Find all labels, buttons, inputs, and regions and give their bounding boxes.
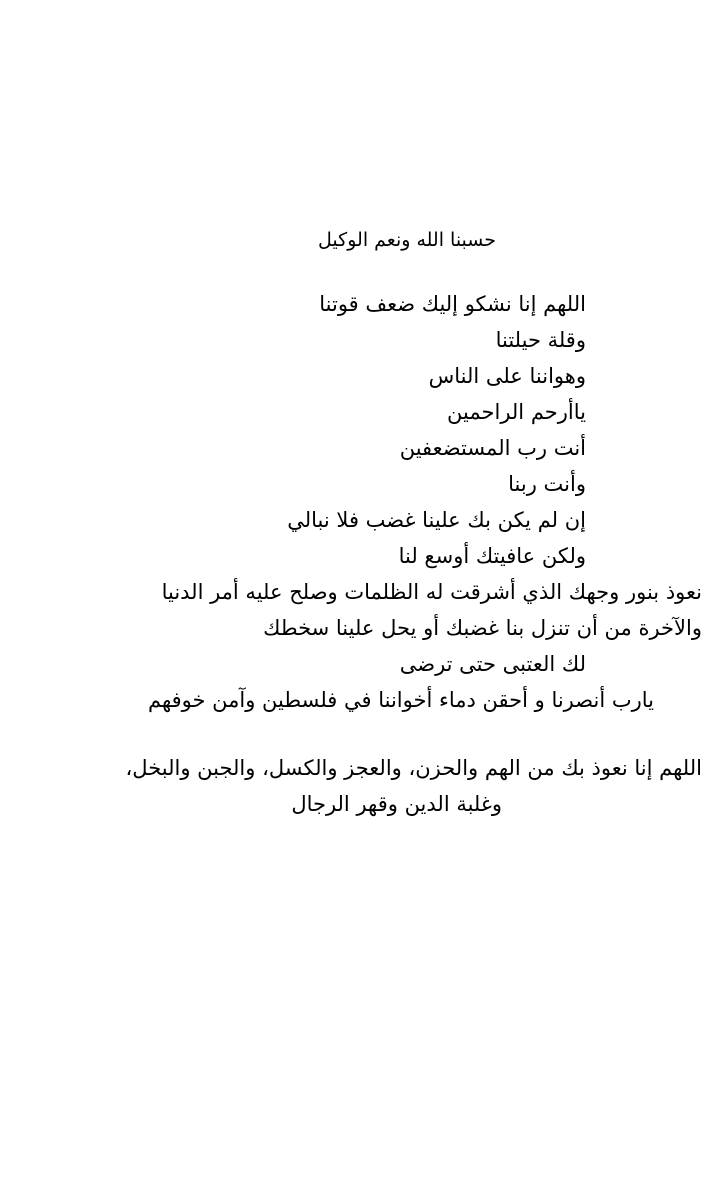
prayer-line: وقلة حيلتنا [495,328,586,352]
prayer-line: والآخرة من أن تنزل بنا غضبك أو يحل علينا سخطك [263,616,702,640]
prayer-line: ولكن عافيتك أوسع لنا [398,544,586,568]
prayer-line: وغلبة الدين وقهر الرجال [291,792,502,816]
prayer-line: اللهم إنا نشكو إليك ضعف قوتنا [319,292,586,316]
prayer-line: اللهم إنا نعوذ بك من الهم والحزن، والعجز والكسل، والجبن والبخل، [125,756,702,780]
prayer-line: ياأرحم الراحمين [447,400,586,424]
prayer-line: يارب أنصرنا و أحقن دماء أخواننا في فلسطين وآمن خوفهم [147,688,654,712]
page-title: حسبنا الله ونعم الوكيل [318,229,496,251]
prayer-line: لك العتبى حتى ترضى [399,652,586,676]
prayer-line: وهواننا على الناس [428,364,586,388]
prayer-line: وأنت ربنا [508,472,586,496]
prayer-line: نعوذ بنور وجهك الذي أشرقت له الظلمات وصلح عليه أمر الدنيا [161,580,702,604]
prayer-line: أنت رب المستضعفين [399,436,586,460]
prayer-line: إن لم يكن بك علينا غضب فلا نبالي [287,508,586,532]
prayer-paragraph-1 [2,286,702,718]
prayer-paragraph-2 [2,750,702,822]
